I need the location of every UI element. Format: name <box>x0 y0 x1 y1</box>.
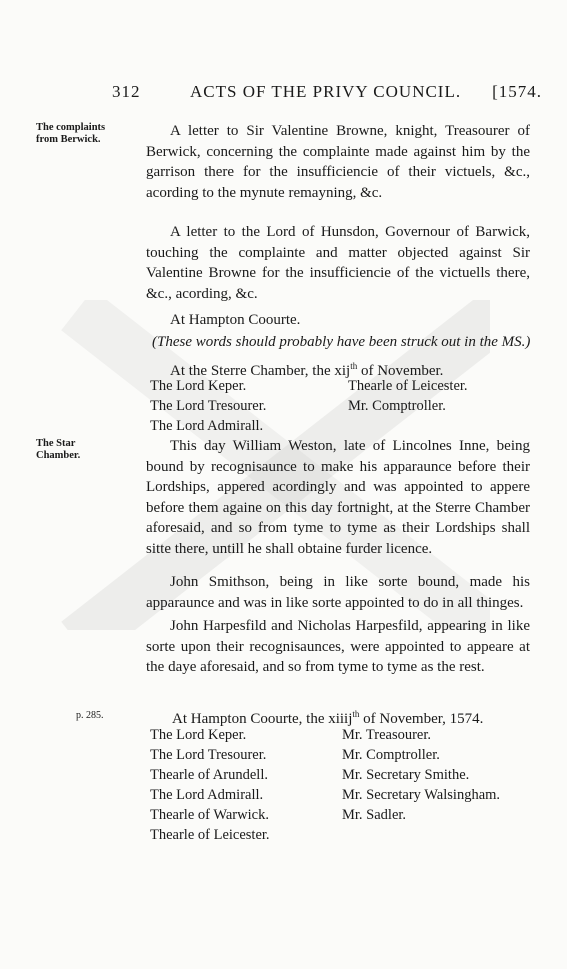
attendance-row <box>150 787 530 807</box>
attendee-left: Thearle of Arundell. <box>150 767 268 783</box>
paragraph-smithson: John Smithson, being in like sorte bound, made his apparaunce and was in like sorte appointed to do in all thinges. <box>146 574 530 611</box>
attendee-left: Thearle of Leicester. <box>150 827 270 843</box>
attendee-right: Thearle of Leicester. <box>348 378 468 394</box>
attendee-right: Mr. Treasourer. <box>342 727 432 743</box>
attendance-row <box>150 827 530 847</box>
attendee-left: The Lord Admirall. <box>150 418 264 434</box>
attendance-row <box>150 727 530 747</box>
attendee-right: Mr. Comptroller. <box>348 398 446 414</box>
paragraph-letter-hunsdon: A letter to the Lord of Hunsdon, Governour of Barwick, touching the complainte and matter objected against Sir Valentine Browne for the insufficiencie of the victuells there, &c., acording, &c. <box>146 224 530 302</box>
attendee-left: The Lord Keper. <box>150 378 247 394</box>
attendance-row <box>150 378 530 398</box>
paragraph-weston: This day William Weston, late of Lincolnes Inne, being bound by recognisaunce to make his apparaunce before their Lordships, appered acordingly and was appointed to appere before them againe on this day fortnight, at the Sterre Chamber aforesaid, and so from tyme to tyme as their Lordships shall sitte there, untill he shall obtaine furder licence. <box>146 438 530 557</box>
attendance-row <box>150 418 530 438</box>
attendee-left: The Lord Tresourer. <box>150 398 267 414</box>
margin-note-page-ref: p. 285. <box>76 710 104 721</box>
meeting-place-hampton: At Hampton Coourte. <box>170 312 301 328</box>
paragraph-letter-browne: A letter to Sir Valentine Browne, knight, Treasourer of Berwick, concerning the complainte made against him by the garrison there for the insufficiencie of their victuels, &c., acording to the mynute remayning, &c. <box>146 123 530 201</box>
attendance-row <box>150 747 530 767</box>
running-title: ACTS OF THE PRIVY COUNCIL. <box>190 82 462 101</box>
paragraph-harpesfild: John Harpesfild and Nicholas Harpesfild, appearing in like sorte upon their recognisaunces, were appointed to appeare at the daye aforesaid, and so from tyme to tyme as the rest. <box>146 618 530 675</box>
attendee-right: Mr. Secretary Smithe. <box>342 767 470 783</box>
attendee-right: Mr. Secretary Walsingham. <box>342 787 501 803</box>
attendance-row <box>150 807 530 827</box>
margin-note-star-chamber: The Star Chamber. <box>36 438 81 461</box>
header-year: [1574. <box>492 82 542 101</box>
page-number: 312 <box>112 82 141 101</box>
attendee-left: The Lord Keper. <box>150 727 247 743</box>
attendee-right: Mr. Sadler. <box>342 807 407 823</box>
attendance-row <box>150 767 530 787</box>
meeting-place-sterre-chamber: At the Sterre Chamber, the xij$^{th}$ of November. <box>170 361 444 379</box>
editorial-note: (These words should probably have been struck out in the MS.) <box>152 334 531 350</box>
running-header <box>112 82 542 104</box>
attendee-left: The Lord Admirall. <box>150 787 264 803</box>
attendee-right: Mr. Comptroller. <box>342 747 440 763</box>
attendee-left: Thearle of Warwick. <box>150 807 269 823</box>
meeting-place-hampton-2: At Hampton Coourte, the xiiij$^{th}$ of November, 1574. <box>172 709 484 727</box>
margin-note-berwick: The complaints from Berwick. <box>36 122 106 145</box>
attendance-row <box>150 398 530 418</box>
attendee-left: The Lord Tresourer. <box>150 747 267 763</box>
